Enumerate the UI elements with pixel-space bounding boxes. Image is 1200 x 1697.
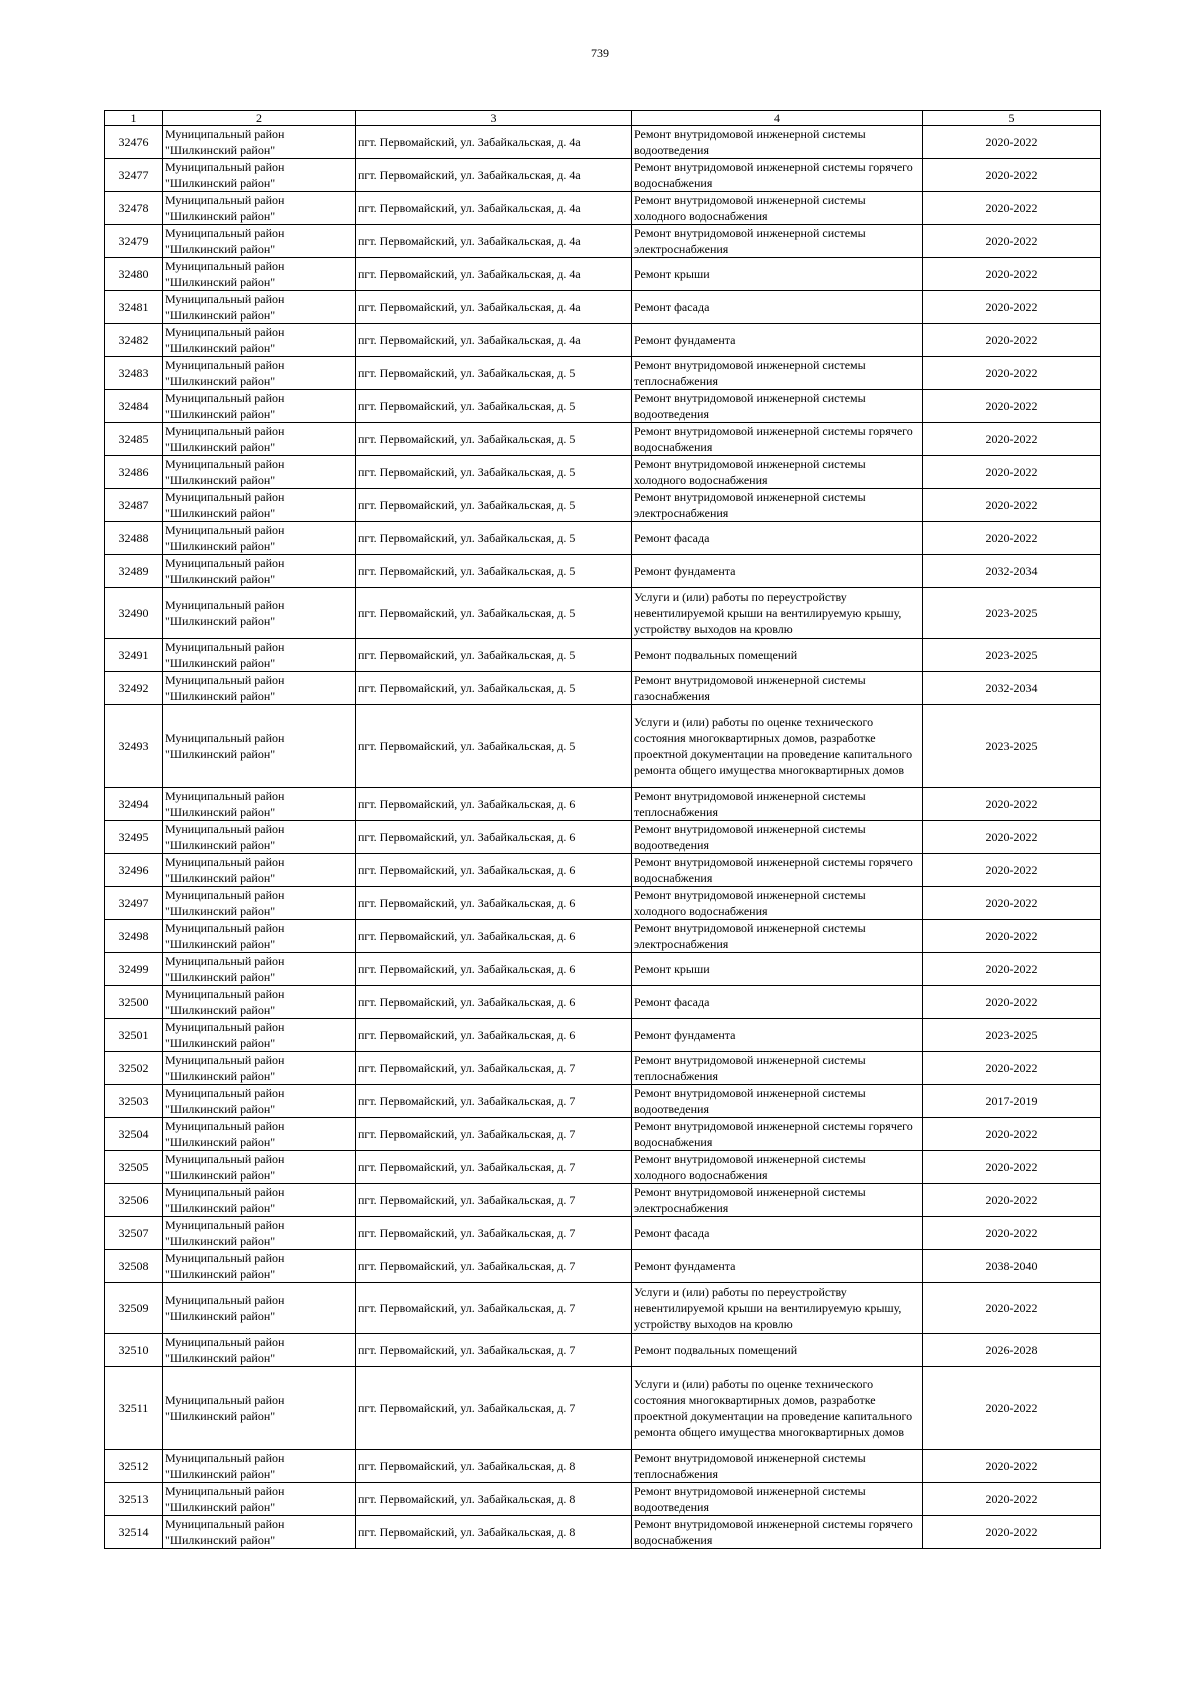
years-cell: 2020-2022 <box>923 456 1101 489</box>
work-type-cell: Услуги и (или) работы по оценке технического состояния многоквартирных домов, разработке проектной документации на проведение капитального ремонта общего имущества многоквартирных домов <box>632 705 923 788</box>
work-type-cell: Ремонт внутридомовой инженерной системы водоотведения <box>632 1483 923 1516</box>
years-cell: 2020-2022 <box>923 489 1101 522</box>
years-cell: 2020-2022 <box>923 390 1101 423</box>
table-row <box>105 159 1101 192</box>
work-type-cell: Ремонт крыши <box>632 258 923 291</box>
address-cell: пгт. Первомайский, ул. Забайкальская, д. 4а <box>356 258 632 291</box>
address-cell: пгт. Первомайский, ул. Забайкальская, д. 6 <box>356 788 632 821</box>
years-cell: 2020-2022 <box>923 953 1101 986</box>
row-number-cell: 32493 <box>105 705 163 788</box>
work-type-cell: Ремонт внутридомовой инженерной системы теплоснабжения <box>632 788 923 821</box>
address-cell: пгт. Первомайский, ул. Забайкальская, д. 6 <box>356 821 632 854</box>
work-type-cell: Ремонт внутридомовой инженерной системы холодного водоснабжения <box>632 456 923 489</box>
years-cell: 2020-2022 <box>923 887 1101 920</box>
work-type-cell: Ремонт крыши <box>632 953 923 986</box>
years-cell: 2020-2022 <box>923 920 1101 953</box>
address-cell: пгт. Первомайский, ул. Забайкальская, д. 7 <box>356 1334 632 1367</box>
district-cell: Муниципальный район "Шилкинский район" <box>163 1118 356 1151</box>
row-number-cell: 32487 <box>105 489 163 522</box>
district-cell: Муниципальный район "Шилкинский район" <box>163 854 356 887</box>
work-type-cell: Ремонт фундамента <box>632 1019 923 1052</box>
address-cell: пгт. Первомайский, ул. Забайкальская, д. 7 <box>356 1118 632 1151</box>
work-type-cell: Ремонт внутридомовой инженерной системы теплоснабжения <box>632 1450 923 1483</box>
address-cell: пгт. Первомайский, ул. Забайкальская, д. 7 <box>356 1151 632 1184</box>
row-number-cell: 32496 <box>105 854 163 887</box>
table-row <box>105 1450 1101 1483</box>
row-number-cell: 32511 <box>105 1367 163 1450</box>
district-cell: Муниципальный район "Шилкинский район" <box>163 357 356 390</box>
address-cell: пгт. Первомайский, ул. Забайкальская, д. 5 <box>356 639 632 672</box>
page-number: 739 <box>591 46 609 60</box>
work-type-cell: Ремонт фасада <box>632 1217 923 1250</box>
years-cell: 2020-2022 <box>923 192 1101 225</box>
district-cell: Муниципальный район "Шилкинский район" <box>163 705 356 788</box>
years-cell: 2020-2022 <box>923 159 1101 192</box>
row-number-cell: 32485 <box>105 423 163 456</box>
years-cell: 2020-2022 <box>923 126 1101 159</box>
years-cell: 2032-2034 <box>923 555 1101 588</box>
years-cell: 2020-2022 <box>923 788 1101 821</box>
table-row <box>105 986 1101 1019</box>
table-row <box>105 1516 1101 1549</box>
address-cell: пгт. Первомайский, ул. Забайкальская, д. 7 <box>356 1184 632 1217</box>
years-cell: 2020-2022 <box>923 821 1101 854</box>
work-type-cell: Услуги и (или) работы по оценке технического состояния многоквартирных домов, разработке проектной документации на проведение капитального ремонта общего имущества многоквартирных домов <box>632 1367 923 1450</box>
table-row <box>105 456 1101 489</box>
years-cell: 2023-2025 <box>923 1019 1101 1052</box>
table-row <box>105 1184 1101 1217</box>
address-cell: пгт. Первомайский, ул. Забайкальская, д. 4а <box>356 225 632 258</box>
address-cell: пгт. Первомайский, ул. Забайкальская, д. 5 <box>356 705 632 788</box>
row-number-cell: 32483 <box>105 357 163 390</box>
column-header: 1 <box>105 111 163 126</box>
district-cell: Муниципальный район "Шилкинский район" <box>163 1184 356 1217</box>
district-cell: Муниципальный район "Шилкинский район" <box>163 1516 356 1549</box>
table-row <box>105 390 1101 423</box>
row-number-cell: 32494 <box>105 788 163 821</box>
address-cell: пгт. Первомайский, ул. Забайкальская, д. 4а <box>356 324 632 357</box>
district-cell: Муниципальный район "Шилкинский район" <box>163 225 356 258</box>
row-number-cell: 32503 <box>105 1085 163 1118</box>
district-cell: Муниципальный район "Шилкинский район" <box>163 126 356 159</box>
row-number-cell: 32510 <box>105 1334 163 1367</box>
address-cell: пгт. Первомайский, ул. Забайкальская, д. 7 <box>356 1217 632 1250</box>
table-row <box>105 1217 1101 1250</box>
table-row <box>105 887 1101 920</box>
row-number-cell: 32502 <box>105 1052 163 1085</box>
table-row <box>105 357 1101 390</box>
work-type-cell: Ремонт внутридомовой инженерной системы горячего водоснабжения <box>632 854 923 887</box>
work-type-cell: Ремонт внутридомовой инженерной системы электроснабжения <box>632 1184 923 1217</box>
column-header: 3 <box>356 111 632 126</box>
row-number-cell: 32479 <box>105 225 163 258</box>
work-type-cell: Ремонт внутридомовой инженерной системы холодного водоснабжения <box>632 192 923 225</box>
row-number-cell: 32480 <box>105 258 163 291</box>
address-cell: пгт. Первомайский, ул. Забайкальская, д. 5 <box>356 522 632 555</box>
table-row <box>105 672 1101 705</box>
address-cell: пгт. Первомайский, ул. Забайкальская, д. 5 <box>356 489 632 522</box>
row-number-cell: 32486 <box>105 456 163 489</box>
table-row <box>105 953 1101 986</box>
address-cell: пгт. Первомайский, ул. Забайкальская, д. 4а <box>356 291 632 324</box>
row-number-cell: 32489 <box>105 555 163 588</box>
address-cell: пгт. Первомайский, ул. Забайкальская, д. 4а <box>356 192 632 225</box>
work-type-cell: Услуги и (или) работы по переустройству невентилируемой крыши на вентилируемую крышу, устройству выходов на кровлю <box>632 1283 923 1334</box>
row-number-cell: 32488 <box>105 522 163 555</box>
row-number-cell: 32499 <box>105 953 163 986</box>
address-cell: пгт. Первомайский, ул. Забайкальская, д. 6 <box>356 953 632 986</box>
address-cell: пгт. Первомайский, ул. Забайкальская, д. 6 <box>356 986 632 1019</box>
table-row <box>105 1367 1101 1450</box>
table-body <box>105 126 1101 1549</box>
work-type-cell: Ремонт внутридомовой инженерной системы горячего водоснабжения <box>632 1516 923 1549</box>
district-cell: Муниципальный район "Шилкинский район" <box>163 887 356 920</box>
district-cell: Муниципальный район "Шилкинский район" <box>163 456 356 489</box>
work-type-cell: Ремонт внутридомовой инженерной системы водоотведения <box>632 126 923 159</box>
address-cell: пгт. Первомайский, ул. Забайкальская, д. 6 <box>356 1019 632 1052</box>
table-row <box>105 788 1101 821</box>
years-cell: 2020-2022 <box>923 324 1101 357</box>
address-cell: пгт. Первомайский, ул. Забайкальская, д. 4а <box>356 126 632 159</box>
district-cell: Муниципальный район "Шилкинский район" <box>163 1151 356 1184</box>
years-cell: 2020-2022 <box>923 1217 1101 1250</box>
address-cell: пгт. Первомайский, ул. Забайкальская, д. 5 <box>356 672 632 705</box>
row-number-cell: 32509 <box>105 1283 163 1334</box>
row-number-cell: 32512 <box>105 1450 163 1483</box>
years-cell: 2020-2022 <box>923 1483 1101 1516</box>
row-number-cell: 32507 <box>105 1217 163 1250</box>
address-cell: пгт. Первомайский, ул. Забайкальская, д. 5 <box>356 390 632 423</box>
district-cell: Муниципальный район "Шилкинский район" <box>163 953 356 986</box>
work-type-cell: Ремонт фундамента <box>632 324 923 357</box>
table-row <box>105 423 1101 456</box>
district-cell: Муниципальный район "Шилкинский район" <box>163 291 356 324</box>
table-row <box>105 489 1101 522</box>
district-cell: Муниципальный район "Шилкинский район" <box>163 192 356 225</box>
district-cell: Муниципальный район "Шилкинский район" <box>163 258 356 291</box>
district-cell: Муниципальный район "Шилкинский район" <box>163 423 356 456</box>
years-cell: 2020-2022 <box>923 291 1101 324</box>
years-cell: 2032-2034 <box>923 672 1101 705</box>
row-number-cell: 32497 <box>105 887 163 920</box>
row-number-cell: 32478 <box>105 192 163 225</box>
row-number-cell: 32492 <box>105 672 163 705</box>
years-cell: 2020-2022 <box>923 1118 1101 1151</box>
row-number-cell: 32498 <box>105 920 163 953</box>
table-row <box>105 705 1101 788</box>
address-cell: пгт. Первомайский, ул. Забайкальская, д. 7 <box>356 1283 632 1334</box>
work-type-cell: Ремонт внутридомовой инженерной системы теплоснабжения <box>632 1052 923 1085</box>
district-cell: Муниципальный район "Шилкинский район" <box>163 522 356 555</box>
address-cell: пгт. Первомайский, ул. Забайкальская, д. 4а <box>356 159 632 192</box>
district-cell: Муниципальный район "Шилкинский район" <box>163 1250 356 1283</box>
table-row <box>105 639 1101 672</box>
address-cell: пгт. Первомайский, ул. Забайкальская, д. 6 <box>356 854 632 887</box>
work-type-cell: Ремонт внутридомовой инженерной системы холодного водоснабжения <box>632 1151 923 1184</box>
years-cell: 2020-2022 <box>923 522 1101 555</box>
years-cell: 2023-2025 <box>923 705 1101 788</box>
work-type-cell: Ремонт фундамента <box>632 555 923 588</box>
district-cell: Муниципальный район "Шилкинский район" <box>163 1483 356 1516</box>
row-number-cell: 32505 <box>105 1151 163 1184</box>
work-type-cell: Ремонт внутридомовой инженерной системы холодного водоснабжения <box>632 887 923 920</box>
years-cell: 2020-2022 <box>923 258 1101 291</box>
table-row <box>105 1052 1101 1085</box>
work-type-cell: Ремонт внутридомовой инженерной системы водоотведения <box>632 390 923 423</box>
district-cell: Муниципальный район "Шилкинский район" <box>163 821 356 854</box>
years-cell: 2020-2022 <box>923 423 1101 456</box>
table-row <box>105 258 1101 291</box>
table-row <box>105 1483 1101 1516</box>
row-number-cell: 32508 <box>105 1250 163 1283</box>
address-cell: пгт. Первомайский, ул. Забайкальская, д. 6 <box>356 920 632 953</box>
work-type-cell: Ремонт фасада <box>632 522 923 555</box>
district-cell: Муниципальный район "Шилкинский район" <box>163 159 356 192</box>
years-cell: 2020-2022 <box>923 1450 1101 1483</box>
work-type-cell: Ремонт внутридомовой инженерной системы электроснабжения <box>632 920 923 953</box>
address-cell: пгт. Первомайский, ул. Забайкальская, д. 7 <box>356 1085 632 1118</box>
column-header: 5 <box>923 111 1101 126</box>
work-type-cell: Ремонт внутридомовой инженерной системы теплоснабжения <box>632 357 923 390</box>
work-type-cell: Ремонт внутридомовой инженерной системы водоотведения <box>632 821 923 854</box>
address-cell: пгт. Первомайский, ул. Забайкальская, д. 7 <box>356 1052 632 1085</box>
district-cell: Муниципальный район "Шилкинский район" <box>163 588 356 639</box>
row-number-cell: 32491 <box>105 639 163 672</box>
row-number-cell: 32495 <box>105 821 163 854</box>
table-row <box>105 588 1101 639</box>
district-cell: Муниципальный район "Шилкинский район" <box>163 639 356 672</box>
row-number-cell: 32506 <box>105 1184 163 1217</box>
row-number-cell: 32476 <box>105 126 163 159</box>
work-type-cell: Ремонт внутридомовой инженерной системы электроснабжения <box>632 489 923 522</box>
years-cell: 2023-2025 <box>923 639 1101 672</box>
district-cell: Муниципальный район "Шилкинский район" <box>163 920 356 953</box>
table-row <box>105 1283 1101 1334</box>
address-cell: пгт. Первомайский, ул. Забайкальская, д. 5 <box>356 588 632 639</box>
address-cell: пгт. Первомайский, ул. Забайкальская, д. 8 <box>356 1516 632 1549</box>
years-cell: 2017-2019 <box>923 1085 1101 1118</box>
row-number-cell: 32484 <box>105 390 163 423</box>
district-cell: Муниципальный район "Шилкинский район" <box>163 489 356 522</box>
table-row <box>105 126 1101 159</box>
district-cell: Муниципальный район "Шилкинский район" <box>163 1052 356 1085</box>
table-row <box>105 1334 1101 1367</box>
work-type-cell: Ремонт фундамента <box>632 1250 923 1283</box>
years-cell: 2020-2022 <box>923 1516 1101 1549</box>
work-type-cell: Ремонт внутридомовой инженерной системы газоснабжения <box>632 672 923 705</box>
work-type-cell: Услуги и (или) работы по переустройству невентилируемой крыши на вентилируемую крышу, устройству выходов на кровлю <box>632 588 923 639</box>
table-row <box>105 225 1101 258</box>
years-cell: 2038-2040 <box>923 1250 1101 1283</box>
address-cell: пгт. Первомайский, ул. Забайкальская, д. 7 <box>356 1367 632 1450</box>
table-row <box>105 192 1101 225</box>
row-number-cell: 32490 <box>105 588 163 639</box>
years-cell: 2020-2022 <box>923 854 1101 887</box>
district-cell: Муниципальный район "Шилкинский район" <box>163 1283 356 1334</box>
address-cell: пгт. Первомайский, ул. Забайкальская, д. 5 <box>356 423 632 456</box>
years-cell: 2020-2022 <box>923 225 1101 258</box>
row-number-cell: 32501 <box>105 1019 163 1052</box>
years-cell: 2020-2022 <box>923 1367 1101 1450</box>
table-row <box>105 1019 1101 1052</box>
years-cell: 2020-2022 <box>923 1052 1101 1085</box>
table-row <box>105 1118 1101 1151</box>
district-cell: Муниципальный район "Шилкинский район" <box>163 788 356 821</box>
work-type-cell: Ремонт фасада <box>632 291 923 324</box>
district-cell: Муниципальный район "Шилкинский район" <box>163 1217 356 1250</box>
district-cell: Муниципальный район "Шилкинский район" <box>163 986 356 1019</box>
district-cell: Муниципальный район "Шилкинский район" <box>163 555 356 588</box>
work-type-cell: Ремонт подвальных помещений <box>632 1334 923 1367</box>
years-cell: 2020-2022 <box>923 357 1101 390</box>
years-cell: 2020-2022 <box>923 1151 1101 1184</box>
address-cell: пгт. Первомайский, ул. Забайкальская, д. 5 <box>356 357 632 390</box>
table-row <box>105 291 1101 324</box>
district-cell: Муниципальный район "Шилкинский район" <box>163 1085 356 1118</box>
work-type-cell: Ремонт внутридомовой инженерной системы горячего водоснабжения <box>632 1118 923 1151</box>
work-type-cell: Ремонт внутридомовой инженерной системы горячего водоснабжения <box>632 159 923 192</box>
column-number-row <box>105 111 1101 126</box>
table-row <box>105 821 1101 854</box>
district-cell: Муниципальный район "Шилкинский район" <box>163 1019 356 1052</box>
district-cell: Муниципальный район "Шилкинский район" <box>163 1367 356 1450</box>
work-type-cell: Ремонт внутридомовой инженерной системы водоотведения <box>632 1085 923 1118</box>
row-number-cell: 32513 <box>105 1483 163 1516</box>
years-cell: 2020-2022 <box>923 986 1101 1019</box>
row-number-cell: 32481 <box>105 291 163 324</box>
years-cell: 2023-2025 <box>923 588 1101 639</box>
years-cell: 2020-2022 <box>923 1184 1101 1217</box>
address-cell: пгт. Первомайский, ул. Забайкальская, д. 8 <box>356 1450 632 1483</box>
table-row <box>105 1151 1101 1184</box>
table-row <box>105 522 1101 555</box>
repair-schedule-table <box>104 110 1101 1549</box>
row-number-cell: 32500 <box>105 986 163 1019</box>
column-header: 2 <box>163 111 356 126</box>
table-row <box>105 1085 1101 1118</box>
district-cell: Муниципальный район "Шилкинский район" <box>163 1334 356 1367</box>
address-cell: пгт. Первомайский, ул. Забайкальская, д. 8 <box>356 1483 632 1516</box>
years-cell: 2026-2028 <box>923 1334 1101 1367</box>
table-row <box>105 920 1101 953</box>
row-number-cell: 32504 <box>105 1118 163 1151</box>
row-number-cell: 32477 <box>105 159 163 192</box>
years-cell: 2020-2022 <box>923 1283 1101 1334</box>
address-cell: пгт. Первомайский, ул. Забайкальская, д. 7 <box>356 1250 632 1283</box>
district-cell: Муниципальный район "Шилкинский район" <box>163 672 356 705</box>
table-row <box>105 1250 1101 1283</box>
row-number-cell: 32514 <box>105 1516 163 1549</box>
column-header: 4 <box>632 111 923 126</box>
table-row <box>105 324 1101 357</box>
district-cell: Муниципальный район "Шилкинский район" <box>163 1450 356 1483</box>
work-type-cell: Ремонт фасада <box>632 986 923 1019</box>
work-type-cell: Ремонт внутридомовой инженерной системы электроснабжения <box>632 225 923 258</box>
work-type-cell: Ремонт внутридомовой инженерной системы горячего водоснабжения <box>632 423 923 456</box>
district-cell: Муниципальный район "Шилкинский район" <box>163 324 356 357</box>
address-cell: пгт. Первомайский, ул. Забайкальская, д. 5 <box>356 456 632 489</box>
table-row <box>105 854 1101 887</box>
address-cell: пгт. Первомайский, ул. Забайкальская, д. 5 <box>356 555 632 588</box>
address-cell: пгт. Первомайский, ул. Забайкальская, д. 6 <box>356 887 632 920</box>
row-number-cell: 32482 <box>105 324 163 357</box>
table-row <box>105 555 1101 588</box>
district-cell: Муниципальный район "Шилкинский район" <box>163 390 356 423</box>
work-type-cell: Ремонт подвальных помещений <box>632 639 923 672</box>
